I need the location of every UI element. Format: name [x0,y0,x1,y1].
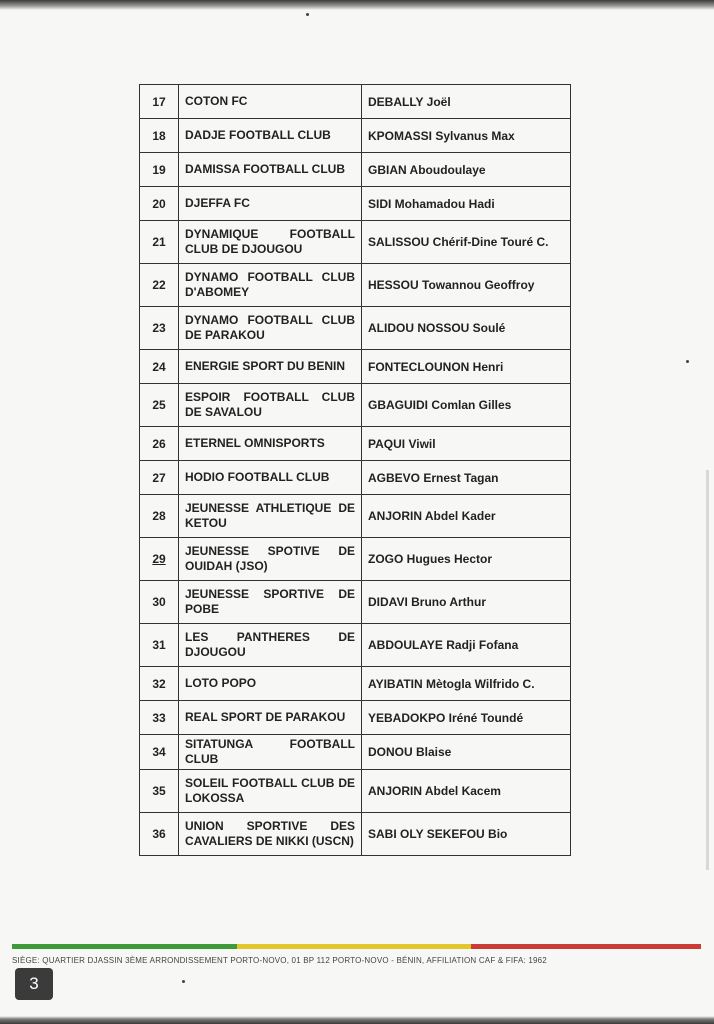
table-row [140,735,571,770]
president-name: GBAGUIDI Comlan Gilles [362,384,571,427]
president-name: DIDAVI Bruno Arthur [362,581,571,624]
row-number: 35 [140,770,179,813]
flag-stripe-yellow [237,944,471,949]
club-name: DYNAMO FOOTBALL CLUB DE PARAKOU [179,307,362,350]
club-name: ENERGIE SPORT DU BENIN [179,350,362,384]
club-name: JEUNESSE SPOTIVE DE OUIDAH (JSO) [179,538,362,581]
row-number: 22 [140,264,179,307]
scan-speck [306,13,309,16]
president-name: GBIAN Aboudoulaye [362,153,571,187]
president-name: SALISSOU Chérif-Dine Touré C. [362,221,571,264]
table-row [140,221,571,264]
row-number: 24 [140,350,179,384]
club-name: JEUNESSE ATHLETIQUE DE KETOU [179,495,362,538]
table-row [140,187,571,221]
table-row [140,307,571,350]
club-name: UNION SPORTIVE DES CAVALIERS DE NIKKI (USCN) [179,813,362,856]
president-name: HESSOU Towannou Geoffroy [362,264,571,307]
flag-stripe-green [12,944,237,949]
president-name: AGBEVO Ernest Tagan [362,461,571,495]
club-name: DYNAMIQUE FOOTBALL CLUB DE DJOUGOU [179,221,362,264]
president-name: SIDI Mohamadou Hadi [362,187,571,221]
row-number: 21 [140,221,179,264]
club-name: LES PANTHERES DE DJOUGOU [179,624,362,667]
president-name: FONTECLOUNON Henri [362,350,571,384]
table-row [140,461,571,495]
table-row [140,264,571,307]
club-name: ESPOIR FOOTBALL CLUB DE SAVALOU [179,384,362,427]
row-number: 26 [140,427,179,461]
row-number: 19 [140,153,179,187]
president-name: ANJORIN Abdel Kacem [362,770,571,813]
row-number: 31 [140,624,179,667]
row-number: 18 [140,119,179,153]
row-number: 25 [140,384,179,427]
president-name: PAQUI Viwil [362,427,571,461]
row-number: 20 [140,187,179,221]
footer-address: SIÈGE: QUARTIER DJASSIN 3ÈME ARRONDISSEMENT PORTO-NOVO, 01 BP 112 PORTO-NOVO - BÉNIN, AFFILIATION CAF & FIFA: 1962 [12,956,547,965]
clubs-table [139,84,571,856]
club-name: SITATUNGA FOOTBALL CLUB [179,735,362,770]
president-name: DEBALLY Joël [362,85,571,119]
table-row [140,384,571,427]
club-name: DADJE FOOTBALL CLUB [179,119,362,153]
president-name: SABI OLY SEKEFOU Bio [362,813,571,856]
table-row [140,813,571,856]
table-row [140,624,571,667]
row-number: 32 [140,667,179,701]
president-name: AYIBATIN Mètogla Wilfrido C. [362,667,571,701]
president-name: KPOMASSI Sylvanus Max [362,119,571,153]
club-name: DJEFFA FC [179,187,362,221]
club-name: JEUNESSE SPORTIVE DE POBE [179,581,362,624]
club-name: DAMISSA FOOTBALL CLUB [179,153,362,187]
row-number: 27 [140,461,179,495]
table-row [140,350,571,384]
president-name: ABDOULAYE Radji Fofana [362,624,571,667]
table-row [140,667,571,701]
row-number: 28 [140,495,179,538]
club-name: COTON FC [179,85,362,119]
president-name: DONOU Blaise [362,735,571,770]
club-name: HODIO FOOTBALL CLUB [179,461,362,495]
club-name: ETERNEL OMNISPORTS [179,427,362,461]
row-number: 29 [140,538,179,581]
row-number: 36 [140,813,179,856]
table-row [140,153,571,187]
row-number: 33 [140,701,179,735]
row-number: 17 [140,85,179,119]
table-row [140,85,571,119]
president-name: ANJORIN Abdel Kader [362,495,571,538]
table-row [140,427,571,461]
scan-right-shadow [706,470,709,870]
club-name: REAL SPORT DE PARAKOU [179,701,362,735]
table-row [140,770,571,813]
clubs-table-body [140,85,571,856]
scan-top-edge [0,0,714,10]
president-name: YEBADOKPO Iréné Toundé [362,701,571,735]
scan-speck [686,360,689,363]
club-name: LOTO POPO [179,667,362,701]
club-name: SOLEIL FOOTBALL CLUB DE LOKOSSA [179,770,362,813]
table-row [140,495,571,538]
scan-bottom-edge [0,1016,714,1024]
table-row [140,701,571,735]
row-number: 30 [140,581,179,624]
club-name: DYNAMO FOOTBALL CLUB D'ABOMEY [179,264,362,307]
table-row [140,538,571,581]
table-row [140,119,571,153]
flag-stripe-red [471,944,701,949]
president-name: ZOGO Hugues Hector [362,538,571,581]
page-number-badge: 3 [15,968,53,1000]
row-number: 23 [140,307,179,350]
president-name: ALIDOU NOSSOU Soulé [362,307,571,350]
table-row [140,581,571,624]
scan-speck [182,980,185,983]
row-number: 34 [140,735,179,770]
